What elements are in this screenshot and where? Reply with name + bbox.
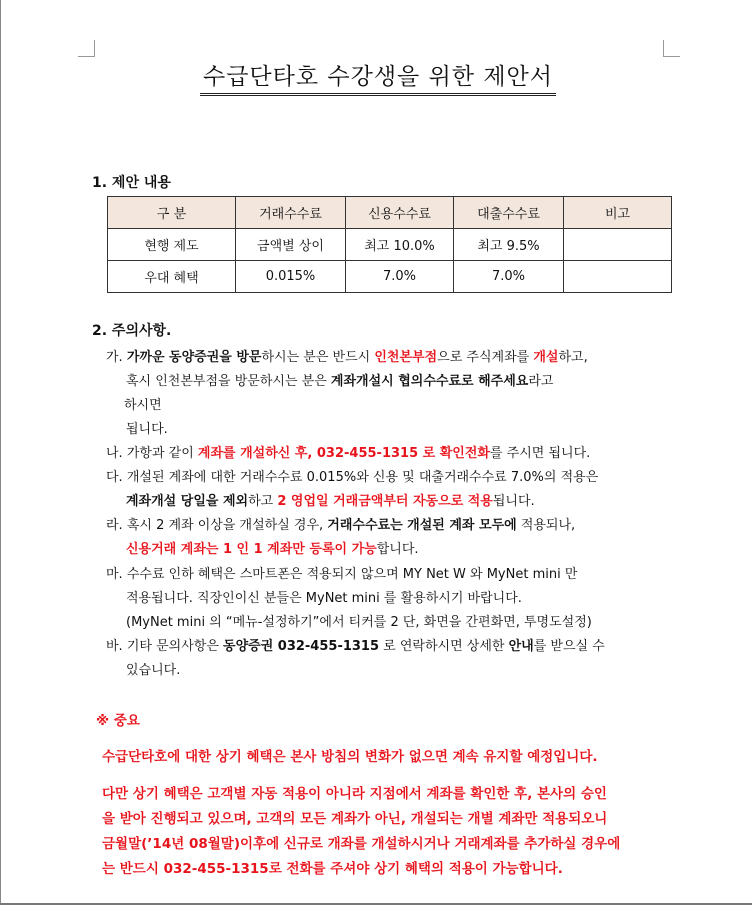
cell-loan-fee: 최고 9.5% xyxy=(454,229,564,261)
caution-item-ba-line2: 있습니다. xyxy=(126,663,181,678)
cell-remarks xyxy=(564,229,672,261)
caution-item-ga-line3: 하시면 xyxy=(124,398,162,413)
cell-remarks xyxy=(564,261,672,293)
caution-item-ma-line1: 마. 수수료 인하 혜택은 스마트폰은 적용되지 않으며 MY Net W 와 MyNet mini 만 xyxy=(106,567,578,582)
header-trading-fee: 거래수수료 xyxy=(236,197,346,229)
important-line-2: 다만 상기 혜택은 고객별 자동 적용이 아니라 지점에서 계좌를 확인한 후, 본사의 승인 xyxy=(102,786,607,802)
item-marker: 라. xyxy=(106,518,123,533)
important-line-3: 을 받아 진행되고 있으며, 고객의 모든 계좌가 아닌, 개설되는 개별 계좌만 적용되오니 xyxy=(102,811,608,827)
cell-category: 우대 혜택 xyxy=(108,261,236,293)
important-label: ※ 중요 xyxy=(96,713,140,729)
table-row xyxy=(108,261,672,293)
caution-item-ra-line2: 신용거래 계좌는 1 인 1 계좌만 등록이 가능합니다. xyxy=(126,542,419,557)
item-marker: 나. xyxy=(106,446,123,461)
caution-item-ga-line1: 가. 가까운 동양증권을 방문하시는 분은 반드시 인천본부점으로 주식계좌를 개설하고, xyxy=(106,350,588,365)
caution-item-ba-line1: 바. 기타 문의사항은 동양증권 032-455-1315 로 연락하시면 상세한 안내를 받으실 수 xyxy=(106,639,605,654)
caution-item-ga-line4: 됩니다. xyxy=(126,422,168,437)
cell-trading-fee: 금액별 상이 xyxy=(236,229,346,261)
fee-table-header-row xyxy=(108,197,672,229)
important-line-5: 는 반드시 032-455-1315로 전화를 주셔야 상기 혜택의 적용이 가능합니다. xyxy=(102,861,563,877)
header-credit-fee: 신용수수료 xyxy=(346,197,454,229)
item-marker: 가. xyxy=(106,350,123,365)
caution-item-ra-line1: 라. 혹시 2 계좌 이상을 개설하실 경우, 거래수수료는 개설된 계좌 모두에 적용되나, xyxy=(106,518,576,533)
caution-item-da-line1: 다. 개설된 계좌에 대한 거래수수료 0.015%와 신용 및 대출거래수수료 7.0%의 적용은 xyxy=(106,470,599,485)
cell-trading-fee: 0.015% xyxy=(236,261,346,293)
header-loan-fee: 대출수수료 xyxy=(454,197,564,229)
caution-item-na: 나. 가항과 같이 계좌를 개설하신 후, 032-455-1315 로 확인전화를 주시면 됩니다. xyxy=(106,446,591,461)
caution-item-ga-line2: 혹시 인천본부점을 방문하시는 분은 계좌개설시 협의수수료로 해주세요라고 xyxy=(126,374,554,389)
important-line-4: 금월말(’14년 08월말)이후에 신규로 개좌를 개설하시거나 거래계좌를 추가하실 경우에 xyxy=(102,836,621,852)
document-title: 수급단타호 수강생을 위한 제안서 xyxy=(200,62,556,96)
table-row xyxy=(108,229,672,261)
header-category: 구 분 xyxy=(108,197,236,229)
caution-item-ma-line3: (MyNet mini 의 “메뉴-설정하기”에서 티커를 2 단, 화면을 간편화면, 투명도설정) xyxy=(126,615,592,630)
margin-corner-top-right xyxy=(663,40,680,57)
item-marker: 바. xyxy=(106,639,123,654)
header-remarks: 비고 xyxy=(564,197,672,229)
cell-loan-fee: 7.0% xyxy=(454,261,564,293)
cell-credit-fee: 최고 10.0% xyxy=(346,229,454,261)
item-marker: 다. xyxy=(106,470,123,485)
important-line-1: 수급단타호에 대한 상기 혜택은 본사 방침의 변화가 없으면 계속 유지할 예정입니다. xyxy=(102,749,598,765)
section-1-heading: 1. 제안 내용 xyxy=(92,175,171,191)
section-2-heading: 2. 주의사항. xyxy=(92,323,172,339)
page-left-edge xyxy=(0,0,1,905)
item-marker: 마. xyxy=(106,567,123,582)
cell-credit-fee: 7.0% xyxy=(346,261,454,293)
fee-table xyxy=(107,196,672,293)
caution-item-ma-line2: 적용됩니다. 직장인이신 분들은 MyNet mini 를 활용하시기 바랍니다. xyxy=(126,591,522,606)
cell-category: 현행 제도 xyxy=(108,229,236,261)
margin-corner-top-left xyxy=(78,40,95,57)
caution-item-da-line2: 계좌개설 당일을 제외하고 2 영업일 거래금액부터 자동으로 적용됩니다. xyxy=(126,494,535,509)
